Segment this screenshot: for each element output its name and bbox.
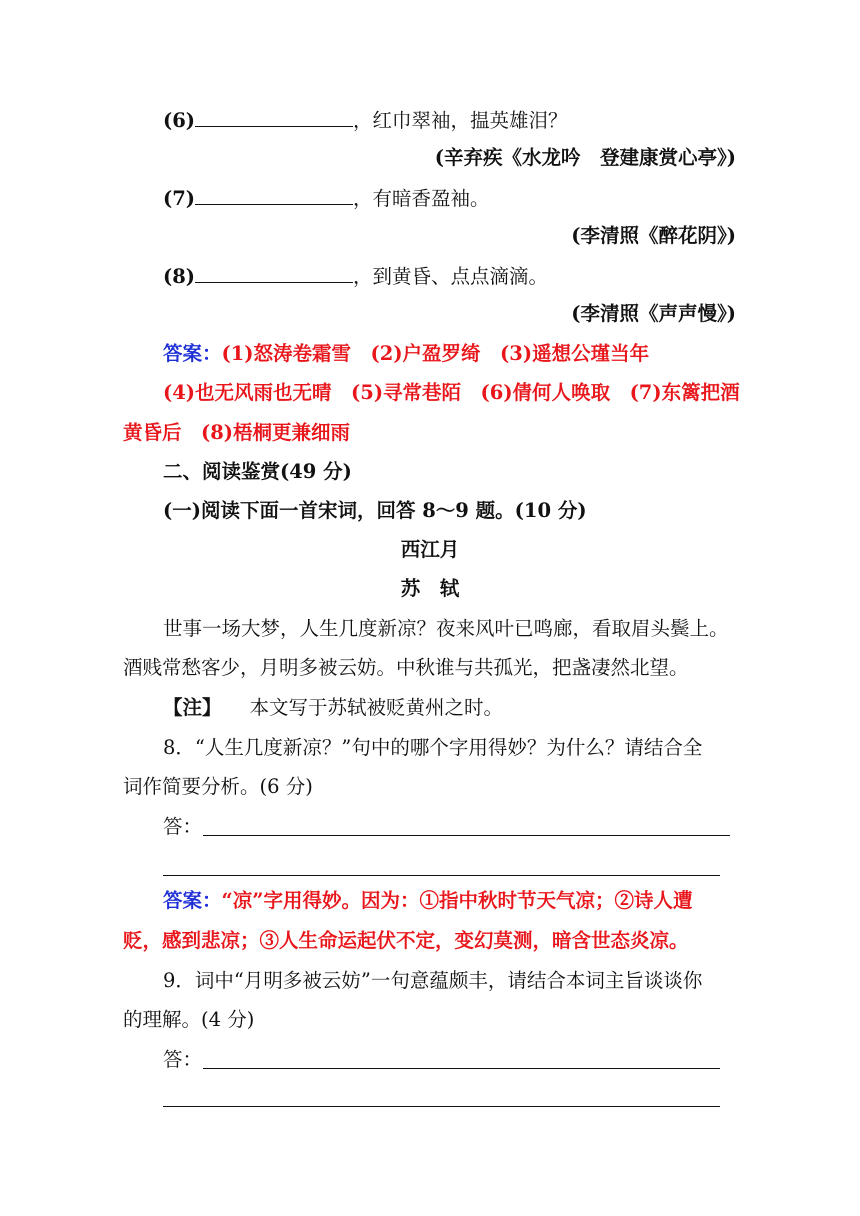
answer-label: 答案：: [163, 342, 222, 365]
poem-author: 苏 轼: [400, 577, 460, 600]
fill-item-text: ，到黄昏、点点滴滴。: [353, 265, 549, 288]
fill-item-7-source: (李清照《醉花阴》): [571, 224, 736, 247]
answer-text: (1)怒涛卷霜雪 (2)户盈罗绮 (3)遥想公瑾当年: [221, 342, 650, 365]
answer-block-2-line2: 贬，感到悲凉；③人生命运起伏不定，变幻莫测，暗含世态炎凉。: [123, 929, 689, 952]
fill-item-7: [163, 184, 490, 212]
answer-text: “凉”字用得妙。因为：①指中秋时节天气凉；②诗人遭: [221, 889, 693, 912]
question-8-line-1: 8．“人生几度新凉？”句中的哪个字用得妙？为什么？请结合全: [163, 736, 703, 759]
fill-item-8: [163, 262, 548, 290]
fill-item-8-source: (李清照《声声慢》): [571, 302, 736, 325]
fill-item-number: (6): [163, 109, 196, 132]
answer-line[interactable]: [203, 1068, 720, 1069]
fill-item-text: ，有暗香盈袖。: [353, 187, 490, 210]
answer-block-2: [163, 888, 692, 914]
fill-item-6-source: (辛弃疾《水龙吟 登建康赏心亭》): [434, 146, 736, 169]
question-8-line-2: 词作简要分析。(6 分): [123, 775, 313, 798]
poem-note: [163, 695, 503, 721]
section-heading: 二、阅读鉴赏(49 分): [163, 460, 352, 483]
section-instructions: (一)阅读下面一首宋词，回答 8～9 题。(10 分): [163, 499, 587, 522]
answer-blank[interactable]: [195, 106, 353, 127]
fill-item-number: (8): [163, 265, 196, 288]
note-label: 【注】: [163, 696, 222, 719]
answer-line[interactable]: [203, 835, 730, 836]
answer-blank[interactable]: [195, 262, 353, 283]
answer-prompt: 答：: [163, 815, 203, 838]
answer-block-1-line2: (4)也无风雨也无晴 (5)寻常巷陌 (6)倩何人唤取 (7)东篱把酒: [163, 381, 740, 404]
poem-title: 西江月: [400, 538, 460, 561]
question-9-line-2: 的理解。(4 分): [123, 1008, 255, 1031]
note-text: 本文写于苏轼被贬黄州之时。: [249, 696, 504, 719]
answer-line[interactable]: [163, 1106, 720, 1107]
answer-label: 答案：: [163, 889, 222, 912]
answer-blank[interactable]: [195, 184, 353, 205]
question-9-line-1: 9．词中“月明多被云妨”一句意蕴颇丰，请结合本词主旨谈谈你: [163, 969, 703, 992]
answer-block-1-line3: 黄昏后 (8)梧桐更兼细雨: [123, 421, 351, 444]
answer-line[interactable]: [163, 875, 720, 876]
answer-prompt: 答：: [163, 1048, 203, 1071]
answer-block-1: [163, 341, 649, 367]
poem-line-2: 酒贱常愁客少，月明多被云妨。中秋谁与共孤光，把盏凄然北望。: [123, 656, 689, 679]
poem-line-1: 世事一场大梦，人生几度新凉？夜来风叶已鸣廊，看取眉头鬓上。: [163, 617, 729, 640]
fill-item-text: ，红巾翠袖，揾英雄泪？: [353, 109, 568, 132]
fill-item-6: [163, 106, 568, 134]
fill-item-number: (7): [163, 187, 196, 210]
